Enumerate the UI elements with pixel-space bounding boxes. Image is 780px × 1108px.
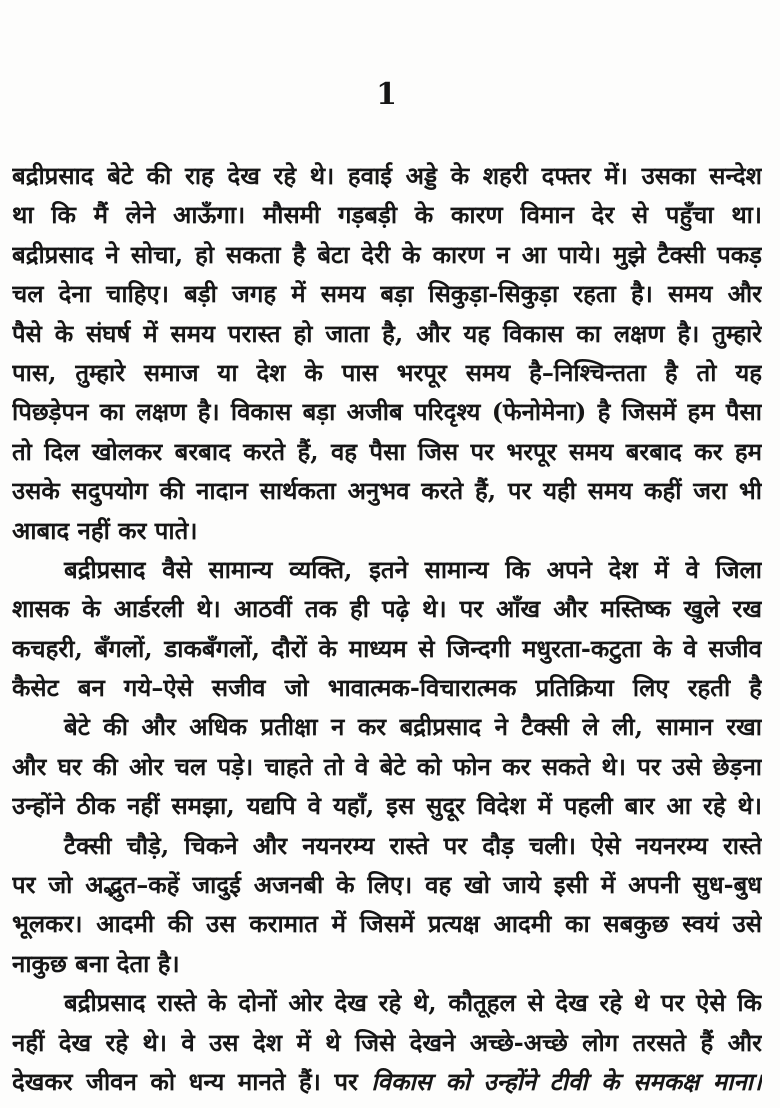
text-line: शासक के आर्डरली थे। आठवीं तक ही पढ़े थे। पर आँख और मस्तिष्क खुले रख <box>12 594 762 624</box>
text-line: था कि मैं लेने आऊँगा। मौसमी गड़बड़ी के कारण विमान देर से पहुँचा था। <box>12 200 762 230</box>
text-line-paragraph-end: नाकुछ बना देता है। <box>12 948 180 978</box>
text-line: कचहरी, बँगलों, डाकबँगलों, दौरों के माध्यम से जिन्दगी मधुरता-कटुता के वे सजीव <box>12 633 762 663</box>
text-line: बद्रीप्रसाद बेटे की राह देख रहे थे। हवाई अड्डे के शहरी दफ्तर में। उसका सन्देश <box>12 161 762 190</box>
text-line-paragraph-start: बद्रीप्रसाद रास्ते के दोनों ओर देख रहे थे, कौतूहल से देख रहे थे पर ऐसे कि <box>64 988 762 1018</box>
text-line-paragraph-start: बेटे की और अधिक प्रतीक्षा न कर बद्रीप्रसाद ने टैक्सी ले ली, सामान रखा <box>64 712 762 742</box>
text-line: पर जो अद्भुत–कहें जादुई अजनबी के लिए। वह खो जाये इसी में अपनी सुध-बुध <box>12 870 762 900</box>
chapter-number: 1 <box>376 77 398 112</box>
text-line-paragraph-start: बद्रीप्रसाद वैसे सामान्य व्यक्ति, इतने सामान्य कि अपने देश में वे जिला <box>64 554 762 584</box>
text-line: तो दिल खोलकर बरबाद करते हैं, वह पैसा जिस पर भरपूर समय बरबाद कर हम <box>12 436 762 466</box>
text-line: उसके सदुपयोग की नादान सार्थकता अनुभव करते हैं, पर यही समय कहीं जरा भी <box>12 476 762 506</box>
body-text <box>12 156 762 1101</box>
text-line-paragraph-start: टैक्सी चौड़े, चिकने और नयनरम्य रास्ते पर दौड़ चली। ऐसे नयनरम्य रास्ते <box>64 830 762 860</box>
text-line-with-italic <box>12 1062 762 1101</box>
text-line: पिछड़ेपन का लक्षण है। विकास बड़ा अजीब परिदृश्य (फेनोमेना) है जिसमें हम पैसा <box>12 397 762 427</box>
text-line: चल देना चाहिए। बड़ी जगह में समय बड़ा सिकुड़ा-सिकुड़ा रहता है। समय और <box>12 279 762 309</box>
text-line: कैसेट बन गये–ऐसे सजीव जो भावात्मक-विचारात्मक प्रतिक्रिया लिए रहती है <box>12 673 762 703</box>
text-line-paragraph-end: आबाद नहीं कर पाते। <box>12 515 198 545</box>
text-segment-normal: देखकर जीवन को धन्य मानते हैं। पर <box>12 1066 372 1096</box>
text-segment-italic: विकास को उन्होंने टीवी के समकक्ष माना। <box>371 1066 762 1096</box>
text-line: नहीं देख रहे थे। वे उस देश में थे जिसे देखने अच्छे-अच्छे लोग तरसते हैं और <box>12 1027 762 1057</box>
text-line: और घर की ओर चल पड़े। चाहते तो वे बेटे को फोन कर सकते थे। पर उसे छेड़ना <box>12 751 762 781</box>
text-line: पास, तुम्हारे समाज या देश के पास भरपूर समय है–निश्चिन्तता है तो यह <box>12 357 762 387</box>
text-line: बद्रीप्रसाद ने सोचा, हो सकता है बेटा देरी के कारण न आ पाये। मुझे टैक्सी पकड़ <box>12 239 762 269</box>
text-line: भूलकर। आदमी की उस करामात में जिसमें प्रत्यक्ष आदमी का सबकुछ स्वयं उसे <box>12 909 762 939</box>
text-line: पैसे के संघर्ष में समय परास्त हो जाता है, और यह विकास का लक्षण है। तुम्हारे <box>12 318 762 348</box>
text-line: उन्होंने ठीक नहीं समझा, यद्यपि वे यहाँ, इस सुदूर विदेश में पहली बार आ रहे थे। <box>12 791 762 821</box>
